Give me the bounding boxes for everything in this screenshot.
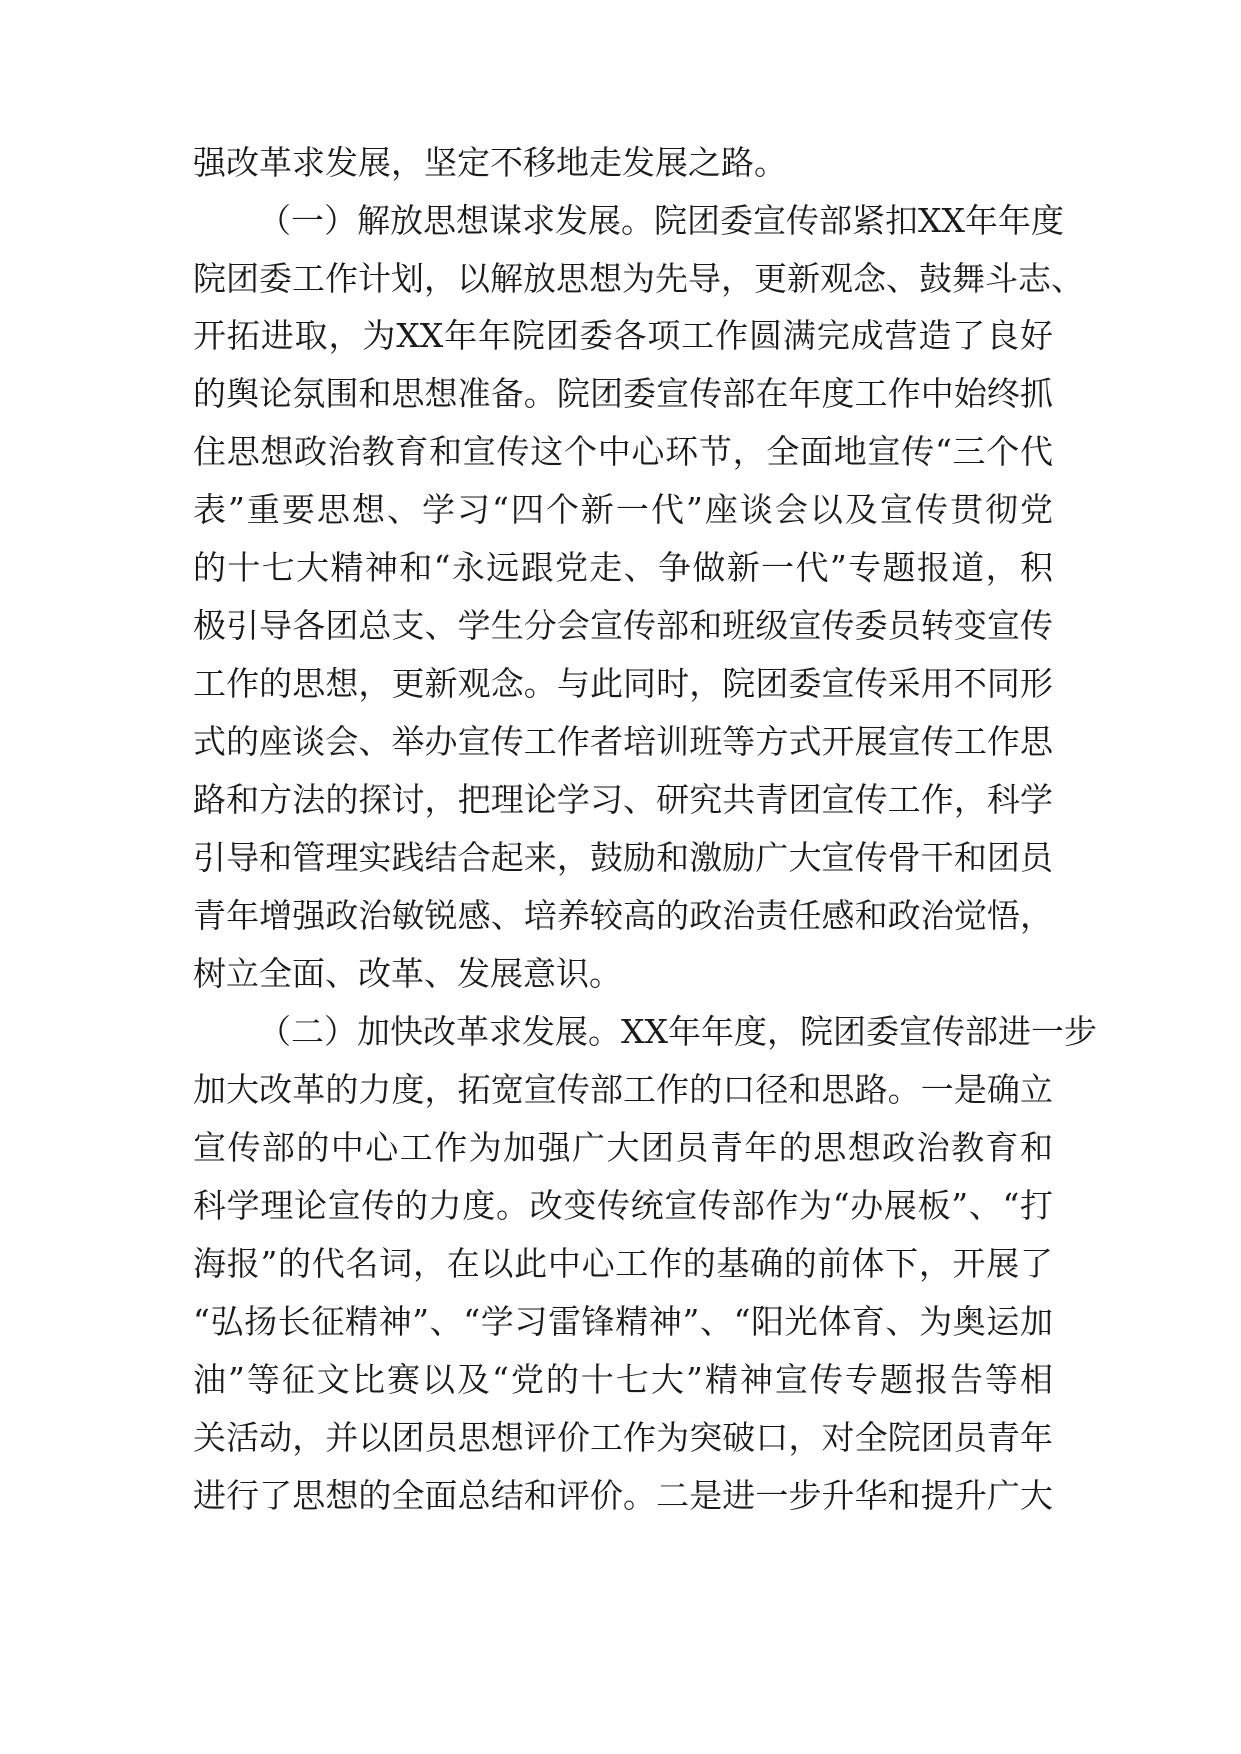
text-line: 油”等征文比赛以及“党的十七大”精神宣传专题报告等相	[193, 1360, 1053, 1399]
text-line: 工作的思想，更新观念。与此同时，院团委宣传采用不同形	[193, 664, 1053, 703]
text-line: 住思想政治教育和宣传这个中心环节，全面地宣传“三个代	[193, 432, 1053, 471]
text-line: “弘扬长征精神”、“学习雷锋精神”、“阳光体育、为奥运加	[193, 1302, 1053, 1341]
text-line: 的十七大精神和“永远跟党走、争做新一代”专题报道，积	[193, 548, 1053, 587]
text-line: 强改革求发展，坚定不移地走发展之路。	[193, 143, 787, 182]
text-line: （二）加快改革求发展。XX年年度，院团委宣传部进一步	[258, 1012, 1097, 1051]
text-line: 开拓进取，为XX年年院团委各项工作圆满完成营造了良好	[193, 316, 1053, 355]
text-line: 青年增强政治敏锐感、培养较高的政治责任感和政治觉悟，	[193, 896, 1053, 935]
text-line: 进行了思想的全面总结和评价。二是进一步升华和提升广大	[193, 1476, 1053, 1515]
text-line: 加大改革的力度，拓宽宣传部工作的口径和思路。一是确立	[193, 1070, 1053, 1109]
text-line: 宣传部的中心工作为加强广大团员青年的思想政治教育和	[193, 1128, 1053, 1167]
text-line: 关活动，并以团员思想评价工作为突破口，对全院团员青年	[193, 1418, 1053, 1457]
text-line: （一）解放思想谋求发展。院团委宣传部紧扣XX年年度	[258, 201, 1064, 240]
text-line: 树立全面、改革、发展意识。	[193, 954, 622, 993]
text-line: 表”重要思想、学习“四个新一代”座谈会以及宣传贯彻党	[193, 490, 1053, 529]
text-line: 式的座谈会、举办宣传工作者培训班等方式开展宣传工作思	[193, 722, 1053, 761]
text-line: 的舆论氛围和思想准备。院团委宣传部在年度工作中始终抓	[193, 374, 1053, 413]
text-line: 路和方法的探讨，把理论学习、研究共青团宣传工作，科学	[193, 780, 1053, 819]
text-line: 极引导各团总支、学生分会宣传部和班级宣传委员转变宣传	[193, 606, 1053, 645]
text-line: 科学理论宣传的力度。改变传统宣传部作为“办展板”、“打	[193, 1186, 1053, 1225]
text-line: 引导和管理实践结合起来，鼓励和激励广大宣传骨干和团员	[193, 838, 1053, 877]
text-line: 海报”的代名词，在以此中心工作的基确的前体下，开展了	[193, 1244, 1053, 1283]
text-line: 院团委工作计划，以解放思想为先导，更新观念、鼓舞斗志、	[193, 259, 1084, 298]
